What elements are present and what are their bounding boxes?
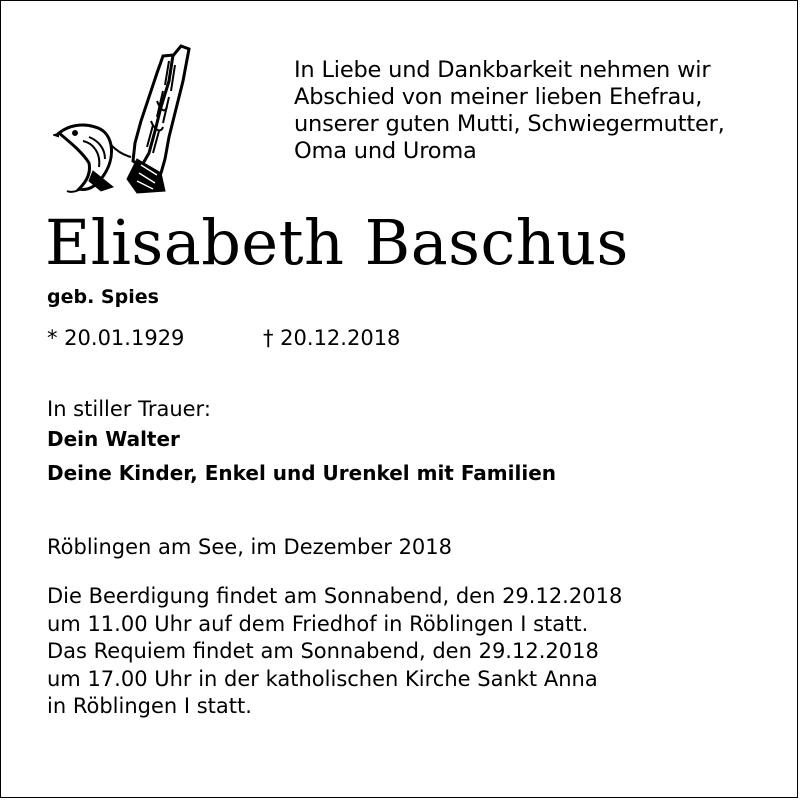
mourning-label: In stiller Trauer: bbox=[47, 397, 211, 421]
funeral-line: um 11.00 Uhr auf dem Friedhof in Röblingen I statt. bbox=[47, 611, 589, 636]
intro-text bbox=[294, 57, 784, 165]
funeral-details bbox=[47, 583, 622, 721]
mourner-line: Deine Kinder, Enkel und Urenkel mit Familien bbox=[47, 461, 557, 485]
life-dates bbox=[47, 324, 401, 352]
intro-line: unserer guten Mutti, Schwiegermutter, bbox=[294, 111, 725, 137]
birth-name: geb. Spies bbox=[47, 286, 159, 308]
funeral-line: Die Beerdigung findet am Sonnabend, den 29.12.2018 bbox=[47, 584, 623, 608]
intro-line: Oma und Uroma bbox=[294, 138, 477, 164]
death-date: † 20.12.2018 bbox=[263, 326, 401, 350]
birth-date: * 20.01.1929 bbox=[47, 326, 185, 350]
intro-line: In Liebe und Dankbarkeit nehmen wir bbox=[294, 57, 711, 83]
funeral-line: in Röblingen I statt. bbox=[47, 694, 252, 718]
mourner-line: Dein Walter bbox=[47, 427, 180, 451]
funeral-line: Das Requiem findet am Sonnabend, den 29.12.2018 bbox=[47, 639, 599, 663]
deceased-name: Elisabeth Baschus bbox=[45, 206, 629, 279]
praying-hands-icon bbox=[53, 41, 193, 196]
place-date: Röblingen am See, im Dezember 2018 bbox=[47, 535, 453, 559]
funeral-line: um 17.00 Uhr in der katholischen Kirche Sankt Anna bbox=[47, 666, 598, 691]
intro-line: Abschied von meiner lieben Ehefrau, bbox=[294, 84, 703, 110]
